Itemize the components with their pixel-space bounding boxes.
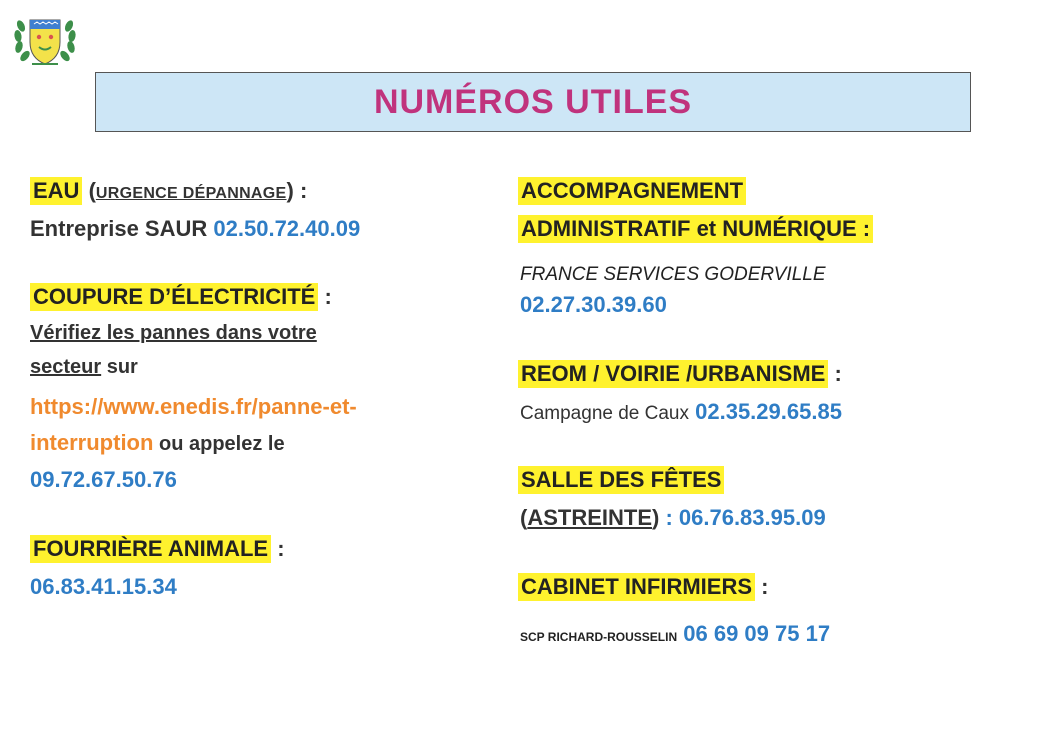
enedis-link-line2 [30,430,285,456]
electricite-text-2-rest: sur [101,356,138,378]
fourriere-phone: 06.83.41.15.34 [30,574,177,599]
eau-paren-close: ) [286,178,294,203]
reom-colon: : [834,361,842,386]
reom-contact-line [520,399,842,425]
enedis-link-line1 [30,394,357,420]
fourriere-colon: : [277,536,285,561]
accompagnement-org: FRANCE SERVICES GODERVILLE [520,264,826,285]
infirmiers-org: SCP RICHARD-ROUSSELIN [520,630,678,644]
electricite-text-1: Vérifiez les pannes dans votre [30,322,317,344]
electricite-text-2-underlined: secteur [30,356,102,378]
fourriere-phone-line [30,574,177,600]
electricite-heading: COUPURE D’ÉLECTRICITÉ [30,283,318,311]
reom-phone: 02.35.29.65.85 [695,399,842,424]
accompagnement-heading-2: ADMINISTRATIF et NUMÉRIQUE : [518,215,873,243]
eau-contact-line [30,216,360,242]
page-title: NUMÉROS UTILES [373,83,693,121]
salle-paren-close: ) [652,505,660,530]
eau-phone: 02.50.72.40.09 [213,216,361,241]
infirmiers-heading-line [518,574,768,600]
accompagnement-phone: 02.27.30.39.60 [520,292,667,317]
electricite-heading-line [30,284,332,310]
electricite-phone: 09.72.67.50.76 [30,467,177,492]
electricite-phone-line [30,467,177,493]
reom-heading-line [518,361,842,387]
eau-note: URGENCE DÉPANNAGE [95,185,287,202]
fourriere-heading-line [30,536,285,562]
enedis-link-part1[interactable]: https://www.enedis.fr/panne-et- [30,394,357,419]
fourriere-heading: FOURRIÈRE ANIMALE [30,535,271,563]
eau-provider: Entreprise SAUR [30,216,208,241]
reom-heading: REOM / VOIRIE /URBANISME [518,360,828,388]
salle-note: ASTREINTE [527,505,653,530]
reom-org: Campagne de Caux [520,403,689,424]
salle-heading-line [518,467,724,493]
salle-paren-open: ( [520,505,528,530]
accompagnement-heading-1: ACCOMPAGNEMENT [518,177,746,205]
municipal-crest-logo [12,14,78,68]
accompagnement-heading-line1 [518,178,746,204]
eau-paren-open: ( [88,178,96,203]
salle-astreinte-line [520,505,826,531]
electricite-line1 [30,322,317,345]
eau-heading-line [30,178,307,204]
electricite-colon: : [324,284,332,309]
electricite-line2 [30,356,138,379]
enedis-link-part2[interactable]: interruption [30,430,154,455]
accompagnement-phone-line [520,292,667,318]
salle-phone: : 06.76.83.95.09 [659,505,826,530]
infirmiers-heading: CABINET INFIRMIERS [518,573,755,601]
infirmiers-phone: 06 69 09 75 17 [683,621,831,646]
accompagnement-heading-line2 [518,216,873,242]
salle-heading: SALLE DES FÊTES [518,466,724,494]
title-banner [95,72,971,132]
eau-colon: : [299,178,308,203]
infirmiers-contact-line [520,621,830,647]
infirmiers-colon: : [761,574,769,599]
accompagnement-org-line [520,260,826,286]
electricite-after-link: ou appelez le [153,433,285,455]
eau-heading: EAU [30,177,82,205]
